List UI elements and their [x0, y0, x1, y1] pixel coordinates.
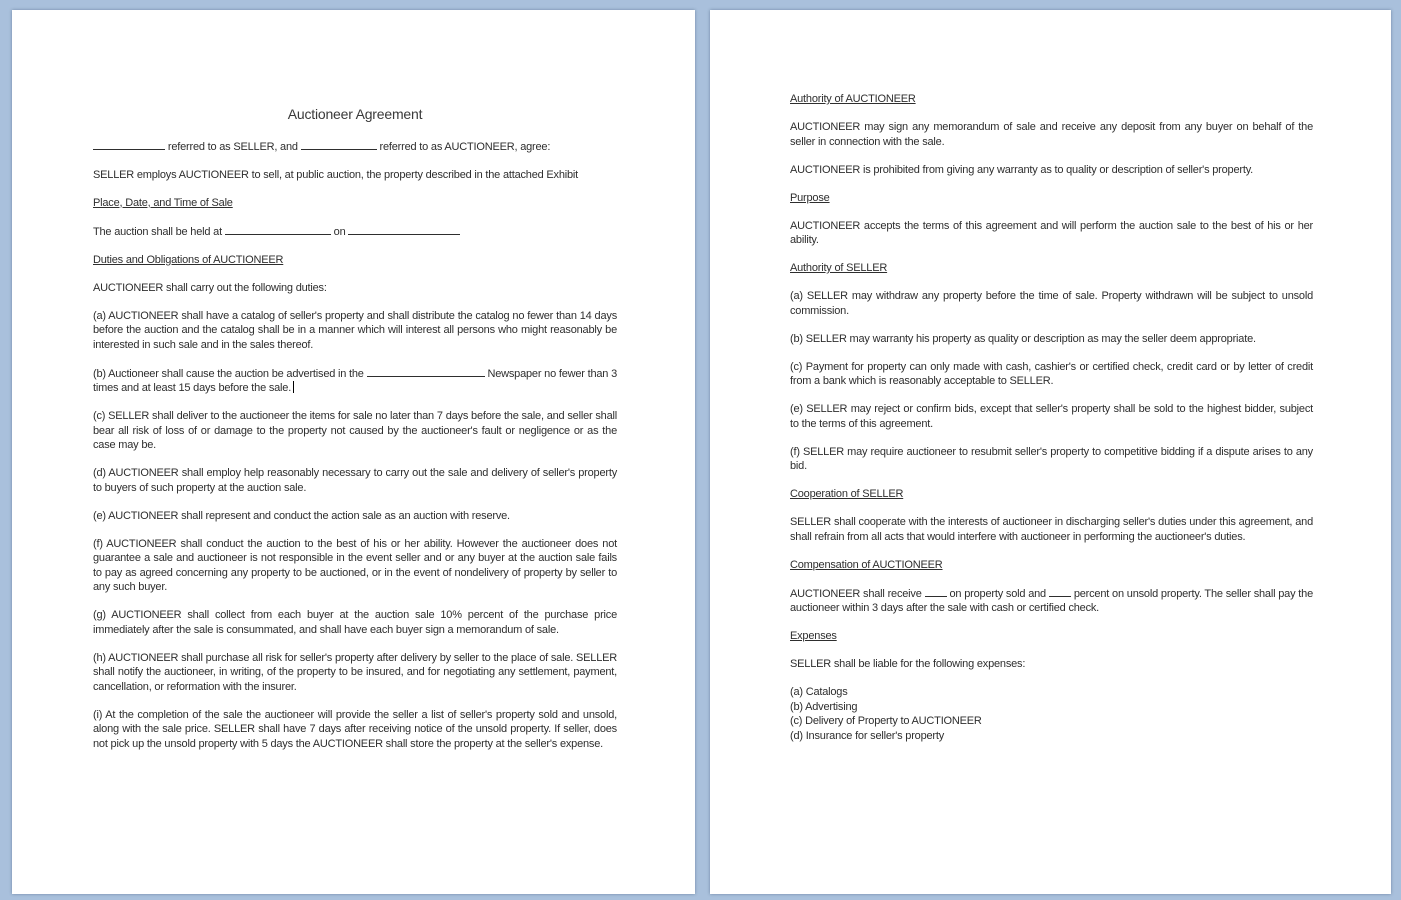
duty-a: (a) AUCTIONEER shall have a catalog of seller's property and shall distribute the catalog no fewer than 14 days before the auction and the catalog shall be in a manner which will interest all persons who might reasonably be interested in such sale and in the sales thereof.	[93, 309, 617, 351]
text-cursor	[293, 381, 294, 393]
list-item: (c) Delivery of Property to AUCTIONEER	[790, 715, 982, 727]
duty-c: (c) SELLER shall deliver to the auctioneer the items for sale no later than 7 days before the sale, and seller shall bear all risk of loss of or damage to the property not caused by the auctioneer's fault or negligence or as the case may be.	[93, 410, 617, 451]
document-page-2	[710, 10, 1391, 894]
parties-paragraph: referred to as SELLER, and referred to as AUCTIONEER, agree:	[93, 139, 617, 155]
list-item: (a) Catalogs	[790, 686, 848, 698]
duty-g: (g) AUCTIONEER shall collect from each buyer at the auction sale 10% percent of the purchase price immediately after the sale is consummated, and shall have each buyer sign a memorandum of sale.	[93, 609, 617, 636]
seller-name-blank[interactable]	[93, 139, 165, 150]
expenses-intro: SELLER shall be liable for the following expenses:	[790, 658, 1026, 670]
duty-f: (f) AUCTIONEER shall conduct the auction to the best of his or her ability. However the auctioneer does not guarantee a sale and auctioneer is not responsible in the event seller and or any buyer at the auction sale fails to pay as agreed concerning any property to be auctioned, or in the event of nondelivery of property by seller to any such buyer.	[93, 537, 617, 593]
heading-place-date-time: Place, Date, and Time of Sale	[93, 196, 233, 209]
document-page-1	[12, 10, 695, 894]
cooperation-paragraph: SELLER shall cooperate with the interests of auctioneer in discharging seller's duties under this agreement, and shall refrain from all acts that would interfere with auctioneer in performing the auctioneer's duties.	[790, 516, 1313, 543]
seller-b: (b) SELLER may warranty his property as quality or description as may the seller deem appropriate.	[790, 332, 1256, 345]
heading-purpose: Purpose	[790, 191, 830, 204]
employs-paragraph: SELLER employs AUCTIONEER to sell, at public auction, the property described in the attached Exhibit	[93, 168, 579, 181]
seller-a: (a) SELLER may withdraw any property before the time of sale. Property withdrawn will be subject to unsold commission.	[790, 290, 1313, 317]
heading-duties: Duties and Obligations of AUCTIONEER	[93, 253, 284, 266]
duty-h: (h) AUCTIONEER shall purchase all risk for seller's property after delivery by seller to the place of sale. SELLER shall notify the auctioneer, in writing, of the property to be insured, and for negotiating any settlement, payment, cancellation, or reformation with the insurer.	[93, 651, 617, 693]
duties-intro: AUCTIONEER shall carry out the following duties:	[93, 281, 327, 294]
sold-percent-blank[interactable]	[925, 586, 947, 597]
place-blank[interactable]	[225, 224, 331, 235]
expenses-list	[790, 685, 1313, 743]
document-title: Auctioneer Agreement	[287, 106, 423, 122]
seller-c: (c) Payment for property can only made with cash, cashier's or certified check, credit card or by letter of credit from a bank which is reasonably acceptable to SELLER.	[790, 360, 1313, 387]
heading-cooperation: Cooperation of SELLER	[790, 488, 904, 500]
authority-auctioneer-1: AUCTIONEER may sign any memorandum of sale and receive any deposit from any buyer on behalf of the seller in connection with the sale.	[790, 121, 1313, 148]
seller-e: (e) SELLER may reject or confirm bids, except that seller's property shall be sold to the highest bidder, subject to the terms of this agreement.	[790, 403, 1313, 430]
heading-expenses: Expenses	[790, 630, 837, 642]
duty-d: (d) AUCTIONEER shall employ help reasonably necessary to carry out the sale and delivery of seller's property to buyers of such property at the auction sale.	[93, 467, 617, 494]
compensation-paragraph: AUCTIONEER shall receive on property sold and percent on unsold property. The seller shall pay the auctioneer within 3 days after the sale with cash or certified check.	[790, 587, 1313, 614]
list-item: (d) Insurance for seller's property	[790, 729, 945, 742]
newspaper-blank[interactable]	[367, 366, 485, 377]
list-item: (b) Advertising	[790, 700, 858, 713]
authority-auctioneer-2: AUCTIONEER is prohibited from giving any warranty as to quality or description of seller's property.	[790, 163, 1254, 176]
heading-authority-auctioneer: Authority of AUCTIONEER	[790, 93, 916, 105]
duty-b: (b) Auctioneer shall cause the auction be advertised in the Newspaper no fewer than 3 times and at least 15 days before the sale.	[93, 367, 617, 394]
purpose-paragraph: AUCTIONEER accepts the terms of this agreement and will perform the auction sale to the best of his or her ability.	[790, 219, 1313, 246]
date-blank[interactable]	[348, 224, 460, 235]
held-at-paragraph: The auction shall be held at on	[93, 224, 617, 240]
duty-e: (e) AUCTIONEER shall represent and conduct the action sale as an auction with reserve.	[93, 509, 510, 522]
duty-i: (i) At the completion of the sale the auctioneer will provide the seller a list of seller's property sold and unsold, along with the sale price. SELLER shall have 7 days after receiving notice of the unsold property. If seller, does not pick up the unsold property with 5 days the AUCTIONEER shall store the property at the seller's expense.	[93, 708, 617, 750]
heading-authority-seller: Authority of SELLER	[790, 262, 888, 274]
seller-f: (f) SELLER may require auctioneer to resubmit seller's property to competitive bidding if a dispute arises to any bid.	[790, 445, 1313, 472]
unsold-percent-blank[interactable]	[1049, 586, 1071, 597]
auctioneer-name-blank[interactable]	[301, 139, 377, 150]
heading-compensation: Compensation of AUCTIONEER	[790, 558, 943, 571]
